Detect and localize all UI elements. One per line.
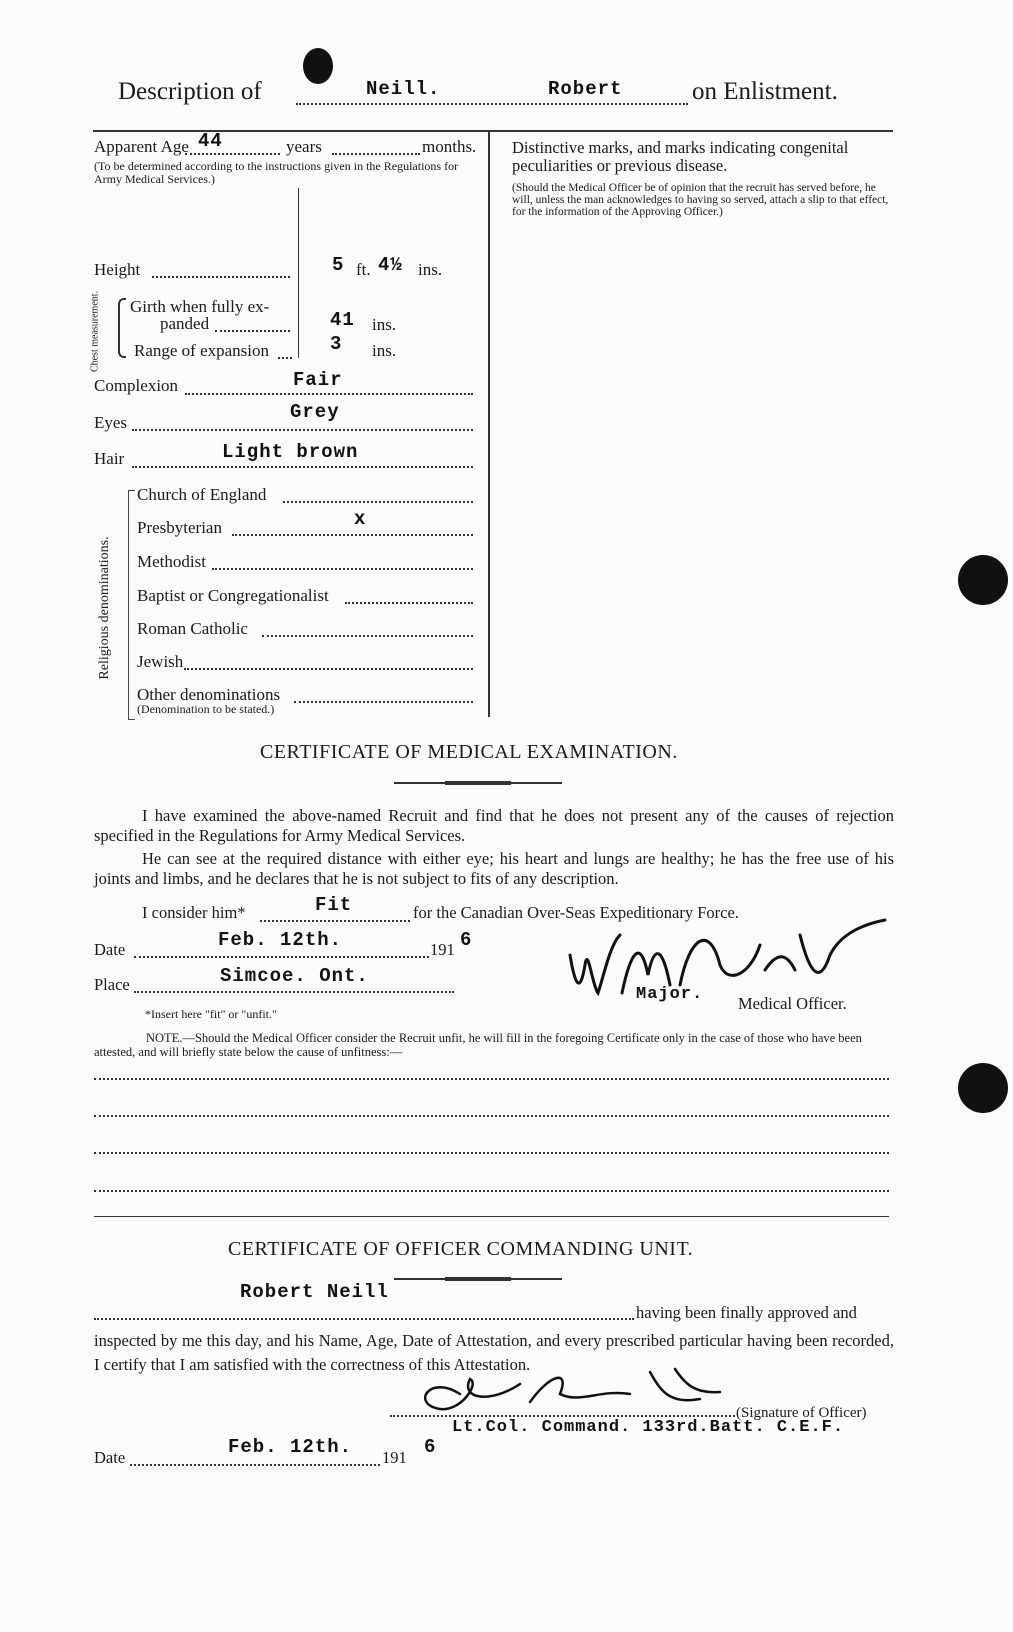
- height-label: Height: [94, 260, 141, 279]
- place-value: Simcoe. Ont.: [220, 965, 369, 987]
- eyes-line: [132, 429, 473, 431]
- punch-hole-top: [303, 48, 333, 84]
- religion-baptist: Baptist or Congregationalist: [137, 586, 329, 605]
- medical-officer-label: Medical Officer.: [738, 994, 847, 1013]
- commanding-date-value: Feb. 12th.: [228, 1436, 353, 1458]
- girth-line: [215, 330, 290, 332]
- consider-suffix: for the Canadian Over-Seas Expeditionary Force.: [413, 903, 739, 922]
- religion-side-label: Religious denominations.: [97, 536, 112, 680]
- medical-para-1: I have examined the above-named Recruit and find that he does not present any of the causes of rejection specified in the Regulations for Army Medical Services.: [94, 806, 894, 845]
- hair-label: Hair: [94, 449, 125, 468]
- range-label: Range of expansion: [134, 341, 270, 360]
- medical-note: NOTE.—Should the Medical Officer consider the Recruit unfit, he will fill in the foregoing Certificate only in the case of those who have been attested, and will briefly state below the cause of unfitness:—: [94, 1031, 862, 1059]
- complexion-value: Fair: [293, 369, 343, 391]
- punch-hole-right-upper: [958, 555, 1008, 605]
- hair-value: Light brown: [222, 441, 359, 463]
- girth-label-2: panded: [160, 314, 210, 333]
- distinctive-marks-label: Distinctive marks, and marks indicating congenital peculiarities or previous disease.: [512, 138, 849, 175]
- age-line: [185, 153, 280, 155]
- months-line: [332, 153, 420, 155]
- girth-ins-label: ins.: [372, 315, 397, 334]
- punch-hole-right-lower: [958, 1063, 1008, 1113]
- religion-line-2: [212, 568, 473, 570]
- complexion-line: [185, 393, 473, 395]
- complexion-label: Complexion: [94, 376, 179, 395]
- girth-value: 41: [330, 309, 355, 331]
- commanding-year-prefix: 191: [382, 1448, 407, 1467]
- consider-value: Fit: [315, 894, 353, 916]
- commanding-year-suffix: 6: [424, 1436, 437, 1458]
- months-label: months.: [422, 137, 477, 156]
- recruit-name: Robert Neill: [240, 1281, 389, 1303]
- age-note: (To be determined according to the instructions given in the Regulations for Army Medical Services.): [94, 159, 459, 186]
- girth-label-1: Girth when fully ex-: [130, 297, 270, 316]
- medical-officer-signature: [560, 915, 890, 1005]
- chest-bracket: [118, 298, 126, 358]
- center-divider: [488, 132, 490, 717]
- ft-label: ft.: [356, 260, 371, 279]
- religion-line-1: [232, 534, 473, 536]
- medical-heading-rule-bold: [445, 781, 511, 785]
- insert-note: *Insert here "fit" or "unfit.": [145, 1007, 277, 1021]
- header-surname: Neill.: [366, 78, 441, 100]
- commanding-date-line: [130, 1464, 380, 1466]
- medical-year-suffix: 6: [460, 929, 473, 951]
- signature-line: [390, 1415, 735, 1417]
- religion-roman-catholic: Roman Catholic: [137, 619, 248, 638]
- range-value: 3: [330, 333, 343, 355]
- medical-heading: CERTIFICATE OF MEDICAL EXAMINATION.: [260, 741, 678, 763]
- header-line: [296, 103, 688, 105]
- medical-officer-rank: Major.: [636, 985, 704, 1004]
- height-in-value: 4½: [378, 254, 403, 276]
- denomination-note: (Denomination to be stated.): [137, 702, 275, 716]
- age-value: 44: [198, 130, 223, 152]
- unfitness-line-4: [94, 1190, 889, 1192]
- unfitness-line-2: [94, 1115, 889, 1117]
- religion-line-0: [283, 501, 473, 503]
- presbyterian-mark: x: [354, 508, 367, 530]
- religion-line-4: [262, 635, 473, 637]
- religion-church-of-england: Church of England: [137, 485, 267, 504]
- approved-label: having been finally approved and: [636, 1303, 857, 1322]
- height-ft-value: 5: [332, 254, 345, 276]
- consider-label: I consider him*: [142, 903, 246, 922]
- chest-side-label: Chest measurement.: [89, 290, 101, 373]
- hair-line: [132, 466, 473, 468]
- range-ins-label: ins.: [372, 341, 397, 360]
- unfitness-line-1: [94, 1078, 889, 1080]
- medical-year-prefix: 191: [430, 940, 455, 959]
- signature-label: (Signature of Officer): [736, 1405, 867, 1421]
- medical-date-line: [134, 956, 429, 958]
- religion-jewish: Jewish: [137, 652, 184, 671]
- recruit-name-line: [94, 1318, 634, 1320]
- age-label: Apparent Age: [94, 137, 189, 156]
- religion-line-5: [184, 668, 473, 670]
- commanding-heading-rule-bold: [445, 1277, 511, 1281]
- measure-divider: [298, 188, 299, 358]
- place-label: Place: [94, 975, 130, 994]
- distinctive-marks-note: (Should the Medical Officer be of opinion that the recruit has served before, he will, unless the man acknowledges to having so served, attach a slip to that effect, for the information of the Approving Officer.): [512, 182, 889, 218]
- section-rule: [94, 1216, 889, 1217]
- eyes-label: Eyes: [94, 413, 128, 432]
- religion-presbyterian: Presbyterian: [137, 518, 222, 537]
- years-label: years: [286, 137, 322, 156]
- consider-line: [260, 920, 410, 922]
- medical-date-label: Date: [94, 940, 126, 959]
- medical-para-2: He can see at the required distance with either eye; his heart and lungs are healthy; he has the free use of his joints and limbs, and he declares that he is not subject to fits of any description.: [94, 849, 894, 888]
- header-prefix: Description of: [118, 78, 262, 105]
- height-line: [152, 276, 290, 278]
- religion-line-6: [294, 701, 473, 703]
- header-given-name: Robert: [548, 78, 623, 100]
- religion-methodist: Methodist: [137, 552, 206, 571]
- unfitness-line-3: [94, 1152, 889, 1154]
- commanding-para: inspected by me this day, and his Name, Age, Date of Attestation, and every prescribed particular having been recorded, I certify that I am satisfied with the correctness of this Attestation.: [94, 1331, 894, 1374]
- eyes-value: Grey: [290, 401, 340, 423]
- commanding-officer-title: Lt.Col. Command. 133rd.Batt. C.E.F.: [452, 1418, 845, 1437]
- header-suffix: on Enlistment.: [692, 78, 838, 105]
- height-ins-label: ins.: [418, 260, 443, 279]
- religion-bracket: [128, 490, 135, 720]
- commanding-date-label: Date: [94, 1448, 126, 1467]
- range-line: [278, 357, 292, 359]
- commanding-heading: CERTIFICATE OF OFFICER COMMANDING UNIT.: [228, 1238, 694, 1260]
- religion-line-3: [345, 602, 473, 604]
- religion-other: Other denominations: [137, 685, 281, 704]
- place-line: [134, 991, 454, 993]
- medical-date-value: Feb. 12th.: [218, 929, 343, 951]
